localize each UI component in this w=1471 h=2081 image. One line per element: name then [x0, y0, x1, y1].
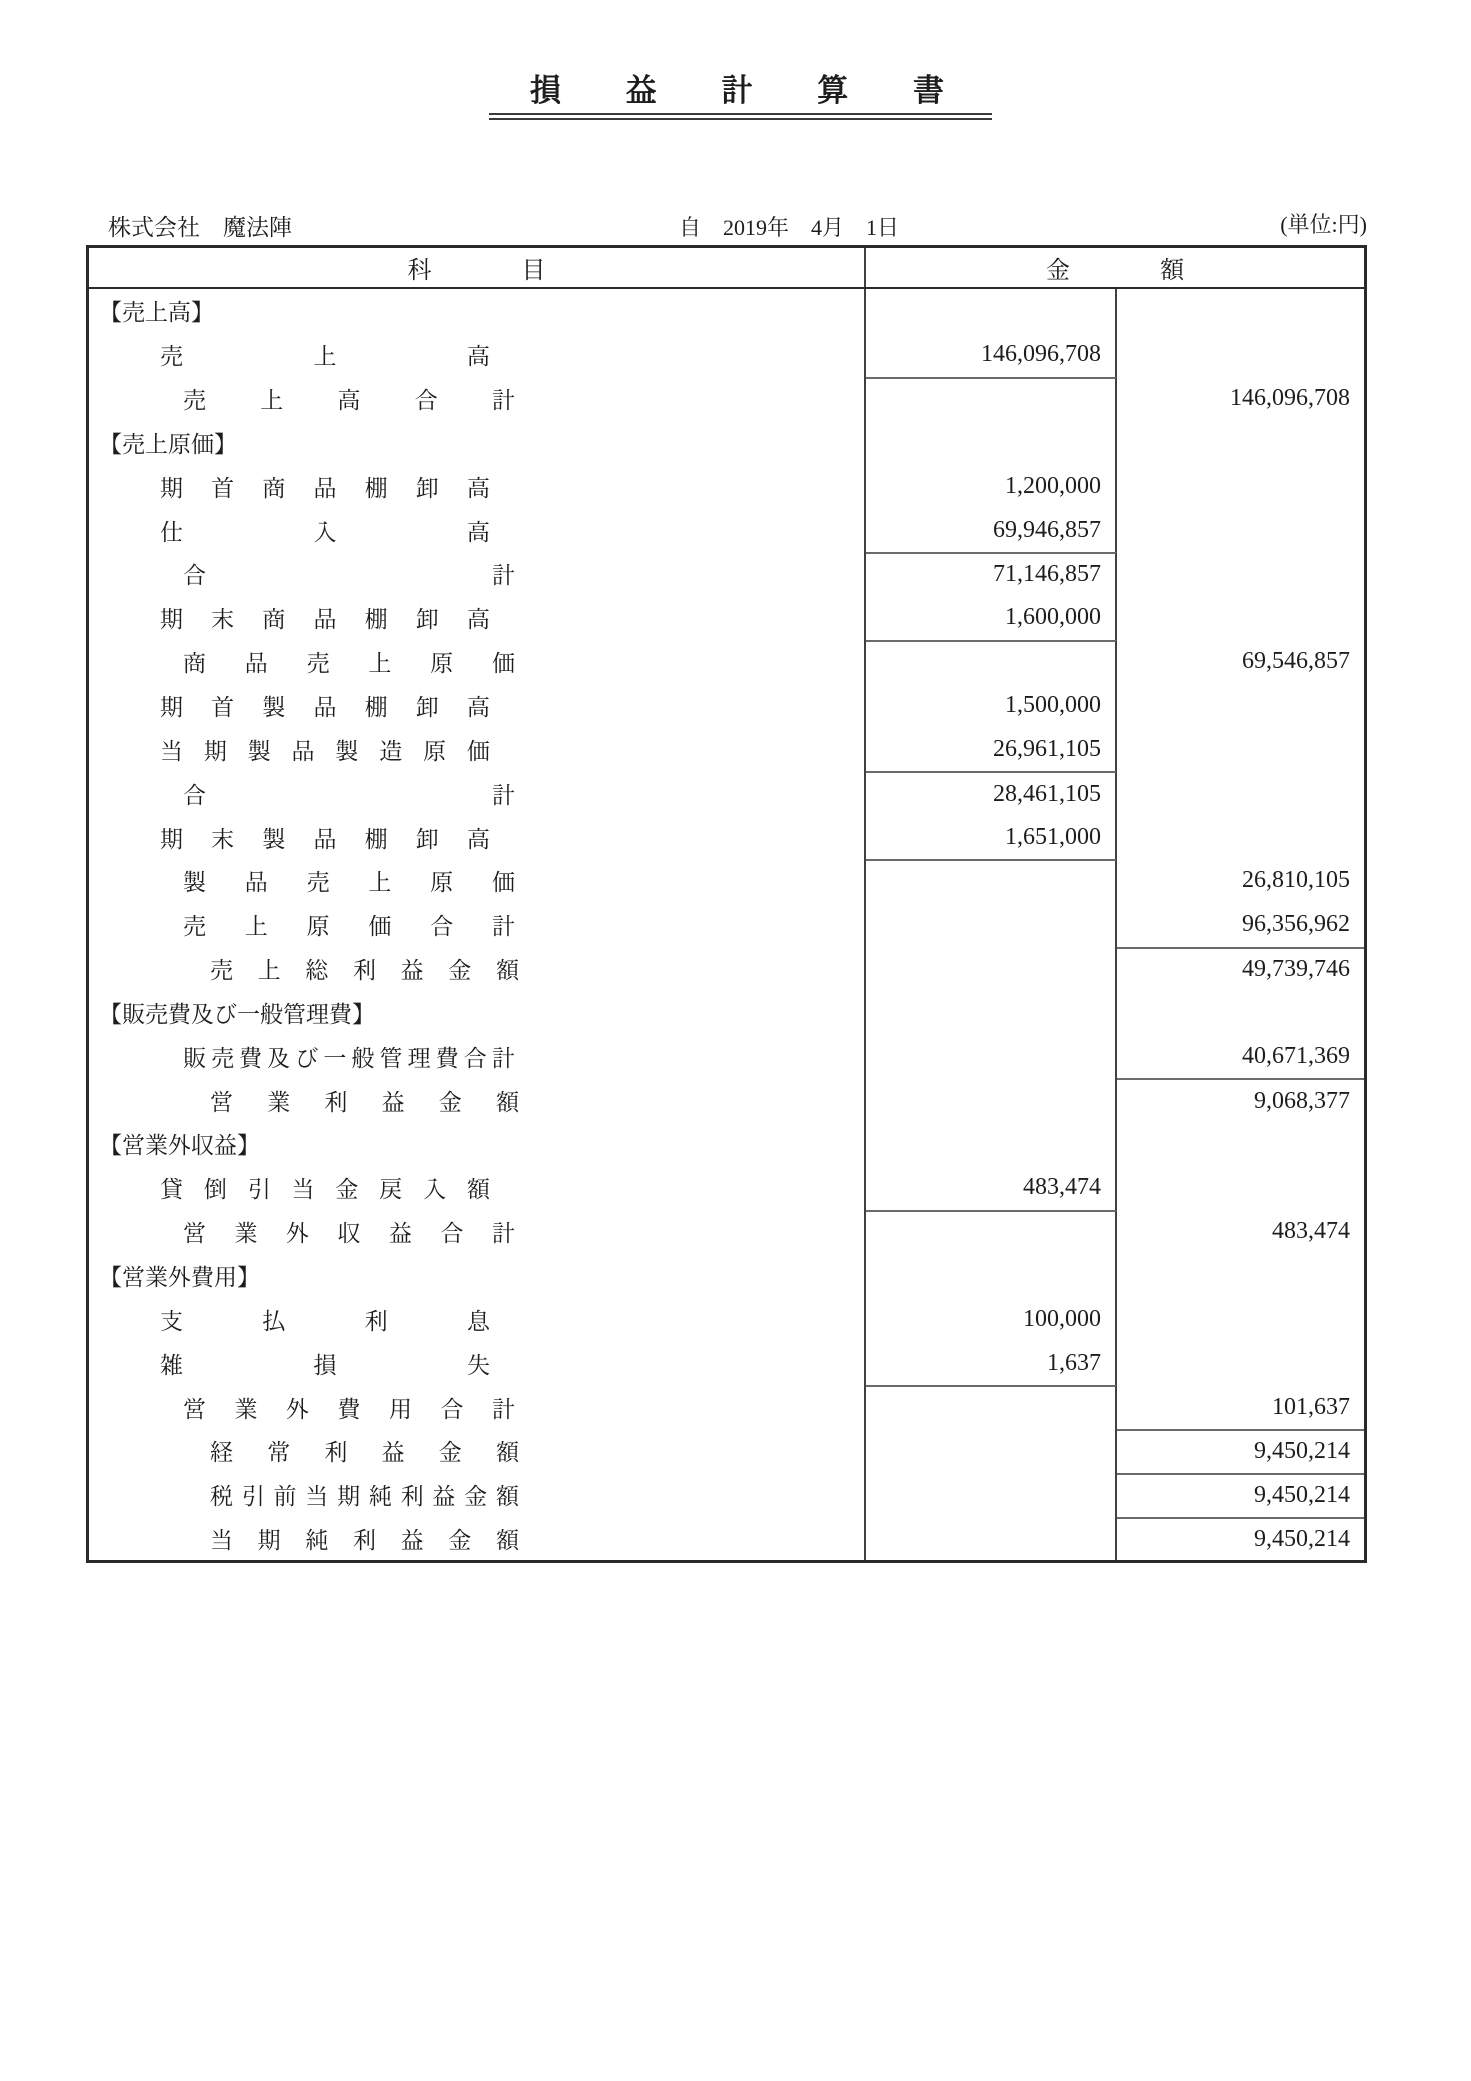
amount-detail-cell [866, 1078, 1117, 1122]
table-body [89, 289, 1364, 1560]
subject-cell [89, 289, 866, 333]
row-label: 期 首 製 品 棚 卸 高 [160, 695, 490, 721]
row-label: 売 上 原 価 合 計 [183, 914, 515, 940]
row-label: 当 期 製 品 製 造 原 価 [160, 738, 490, 764]
amount-total-cell [1117, 1341, 1364, 1385]
amount-detail-cell: 1,200,000 [866, 464, 1117, 508]
subject-cell [89, 596, 866, 640]
amount-total-cell [1117, 333, 1364, 377]
table-row [89, 640, 1364, 684]
row-label: 【営業外費用】 [99, 1264, 260, 1290]
table-row [89, 1122, 1364, 1166]
row-label: 売 上 高 合 計 [183, 388, 515, 414]
row-label: 売 上 総 利 益 金 額 [210, 958, 519, 984]
subject-cell [89, 1473, 866, 1517]
amount-detail-cell: 483,474 [866, 1166, 1117, 1210]
subject-cell [89, 552, 866, 596]
subject-cell [89, 1254, 866, 1298]
amount-total-cell: 69,546,857 [1242, 648, 1350, 675]
amount-detail-cell [866, 377, 1117, 421]
row-label: 販 売 費 及 び 一 般 管 理 費 合 計 [183, 1045, 515, 1071]
row-label: 期 首 商 品 棚 卸 高 [160, 475, 490, 501]
amount-detail-cell [866, 289, 1117, 333]
row-label: 税 引 前 当 期 純 利 益 金 額 [210, 1484, 519, 1510]
table-row [89, 947, 1364, 991]
table-row [89, 684, 1364, 728]
row-label: 合 計 [183, 563, 515, 589]
subject-cell [89, 1385, 866, 1429]
subject-cell [89, 1429, 866, 1473]
row-label: 貸 倒 引 当 金 戻 入 額 [160, 1177, 490, 1203]
row-label: 商 品 売 上 原 価 [183, 651, 515, 677]
currency-unit-note: (単位:円) [1280, 212, 1367, 237]
table-row [89, 1078, 1364, 1122]
row-label: 当 期 純 利 益 金 額 [210, 1528, 519, 1554]
subject-cell [89, 464, 866, 508]
table-row [89, 1385, 1364, 1429]
row-label: 製 品 売 上 原 価 [183, 870, 515, 896]
amount-detail-cell [866, 991, 1117, 1035]
amount-total-cell [1117, 508, 1364, 552]
amount-total-cell [1117, 464, 1364, 508]
subject-cell [89, 1517, 866, 1561]
title-double-underline [489, 113, 992, 120]
subject-cell [89, 421, 866, 465]
amount-detail-cell: 146,096,708 [866, 333, 1117, 377]
subject-cell [89, 903, 866, 947]
amount-total-cell [1117, 596, 1364, 640]
table-row [89, 289, 1364, 333]
subject-cell [89, 859, 866, 903]
amount-total-cell: 146,096,708 [1230, 385, 1350, 412]
amount-total-cell: 9,450,214 [1117, 1473, 1364, 1517]
amount-detail-cell [866, 640, 1117, 684]
table-row [89, 815, 1364, 859]
subject-cell [89, 1078, 866, 1122]
table-row [89, 333, 1364, 377]
table-row [89, 1341, 1364, 1385]
row-label: 営 業 外 収 益 合 計 [183, 1221, 515, 1247]
amount-detail-cell: 1,637 [866, 1341, 1117, 1385]
table-row [89, 1429, 1364, 1473]
subject-cell [89, 815, 866, 859]
amount-detail-cell [866, 1034, 1117, 1078]
amount-total-cell: 9,068,377 [1117, 1078, 1364, 1122]
amount-total-cell: 483,474 [1272, 1218, 1350, 1245]
amount-total-cell: 9,450,214 [1117, 1429, 1364, 1473]
subject-cell [89, 947, 866, 991]
amount-total-cell [1117, 684, 1364, 728]
amount-total-cell: 26,810,105 [1242, 867, 1350, 894]
amount-total-cell: 96,356,962 [1242, 911, 1350, 938]
amount-total-cell: 49,739,746 [1117, 947, 1364, 991]
amount-detail-cell [866, 1210, 1117, 1254]
table-row [89, 1517, 1364, 1561]
subject-cell [89, 333, 866, 377]
subject-cell [89, 1122, 866, 1166]
subject-cell [89, 727, 866, 771]
page-title: 損 益 計 算 書 [530, 73, 944, 108]
row-label: 売 上 高 [160, 344, 490, 370]
amount-total-cell [1117, 1166, 1364, 1210]
table-row [89, 727, 1364, 771]
amount-detail-cell [866, 947, 1117, 991]
table-row [89, 596, 1364, 640]
row-label: 営 業 利 益 金 額 [210, 1089, 519, 1115]
amount-detail-cell [866, 1429, 1117, 1473]
amount-detail-cell: 28,461,105 [866, 771, 1117, 815]
amount-detail-cell [866, 903, 1117, 947]
subject-cell [89, 640, 866, 684]
table-header-row [89, 248, 1364, 289]
table-row [89, 859, 1364, 903]
amount-detail-cell: 1,600,000 [866, 596, 1117, 640]
row-label: 【営業外収益】 [99, 1133, 260, 1159]
table-row [89, 1297, 1364, 1341]
subject-cell [89, 684, 866, 728]
table-row [89, 1473, 1364, 1517]
column-header-amount [866, 248, 1364, 287]
amount-detail-cell [866, 1254, 1117, 1298]
amount-total-cell [1117, 771, 1364, 815]
subject-header-label: 科 目 [407, 258, 546, 284]
row-label: 【販売費及び一般管理費】 [99, 1001, 375, 1027]
subject-cell [89, 1297, 866, 1341]
table-row [89, 464, 1364, 508]
subject-cell [89, 1166, 866, 1210]
row-label: 経 常 利 益 金 額 [210, 1440, 519, 1466]
amount-total-cell: 101,637 [1272, 1393, 1350, 1420]
amount-detail-cell: 1,651,000 [866, 815, 1117, 859]
row-label: 【売上高】 [99, 300, 214, 326]
amount-detail-cell: 100,000 [866, 1297, 1117, 1341]
subject-cell [89, 1341, 866, 1385]
row-label: 【売上原価】 [99, 431, 237, 457]
amount-total-cell [1117, 991, 1364, 1035]
row-label: 合 計 [183, 782, 515, 808]
row-label: 支 払 利 息 [160, 1308, 490, 1334]
table-row [89, 552, 1364, 596]
subject-cell [89, 508, 866, 552]
amount-detail-cell [866, 1385, 1117, 1429]
column-header-subject [89, 248, 866, 287]
amount-detail-cell: 26,961,105 [866, 727, 1117, 771]
row-label: 期 末 商 品 棚 卸 高 [160, 607, 490, 633]
amount-header-label: 金 額 [1046, 258, 1184, 284]
amount-total-cell [1117, 1122, 1364, 1166]
company-name: 株式会社 魔法陣 [108, 215, 292, 240]
table-row [89, 508, 1364, 552]
amount-total-cell [1117, 1254, 1364, 1298]
table-row [89, 1034, 1364, 1078]
row-label: 雑 損 失 [160, 1352, 490, 1378]
amount-total-cell: 40,671,369 [1242, 1042, 1350, 1069]
table-row [89, 1210, 1364, 1254]
table-row [89, 1254, 1364, 1298]
subject-cell [89, 991, 866, 1035]
subject-cell [89, 771, 866, 815]
amount-total-cell [1117, 727, 1364, 771]
pl-table [86, 245, 1367, 1563]
table-row [89, 1166, 1364, 1210]
amount-detail-cell: 1,500,000 [866, 684, 1117, 728]
amount-detail-cell [866, 421, 1117, 465]
row-label: 仕 入 高 [160, 519, 490, 545]
amount-detail-cell: 69,946,857 [866, 508, 1117, 552]
subject-cell [89, 377, 866, 421]
table-row [89, 771, 1364, 815]
table-row [89, 991, 1364, 1035]
amount-total-cell [1117, 289, 1364, 333]
amount-detail-cell [866, 1122, 1117, 1166]
amount-detail-cell [866, 859, 1117, 903]
amount-detail-cell: 71,146,857 [866, 552, 1117, 596]
amount-detail-cell [866, 1517, 1117, 1561]
table-row [89, 903, 1364, 947]
amount-total-cell: 9,450,214 [1117, 1517, 1364, 1561]
table-row [89, 377, 1364, 421]
amount-total-cell [1117, 421, 1364, 465]
period-from-line: 自 2019年 4月 1日 [679, 215, 900, 240]
amount-detail-cell [866, 1473, 1117, 1517]
amount-total-cell [1117, 552, 1364, 596]
row-label: 期 末 製 品 棚 卸 高 [160, 826, 490, 852]
subject-cell [89, 1210, 866, 1254]
row-label: 営 業 外 費 用 合 計 [183, 1396, 515, 1422]
table-row [89, 421, 1364, 465]
amount-total-cell [1117, 815, 1364, 859]
subject-cell [89, 1034, 866, 1078]
amount-total-cell [1117, 1297, 1364, 1341]
